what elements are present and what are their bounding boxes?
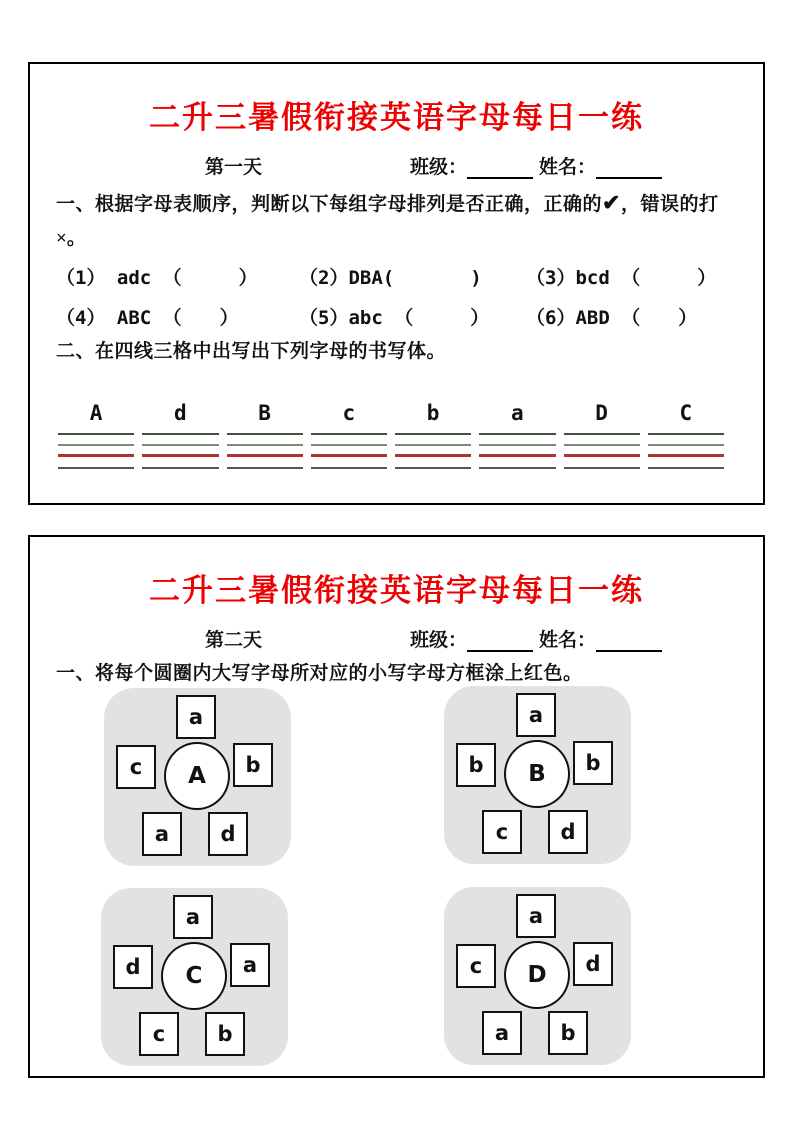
four-line-three-grid	[58, 433, 724, 470]
rule-line	[311, 444, 387, 446]
item-5: （5）abc （ ）	[299, 306, 490, 329]
option-square[interactable]: a	[482, 1011, 522, 1055]
option-square[interactable]: a	[173, 895, 213, 939]
option-square[interactable]: d	[208, 812, 248, 856]
class-label: 班级：	[410, 157, 468, 178]
option-square[interactable]: a	[516, 693, 556, 737]
letter-diagram-D	[444, 887, 631, 1065]
item-2: （2）DBA( )	[299, 266, 482, 289]
rule-line-red	[58, 454, 134, 457]
writing-grid-cell[interactable]	[142, 433, 218, 470]
day-label: 第一天	[205, 157, 263, 178]
name-label: 姓名：	[539, 157, 597, 178]
writing-grid-cell[interactable]	[311, 433, 387, 470]
option-square[interactable]: a	[142, 812, 182, 856]
rule-line-red	[648, 454, 724, 457]
rule-line-red	[142, 454, 218, 457]
rule-line-red	[564, 454, 640, 457]
rule-line	[227, 467, 303, 469]
page-title: 二升三暑假衔接英语字母每日一练	[149, 573, 644, 608]
practice-letter: C	[679, 401, 693, 426]
worksheet-page-day2	[28, 535, 765, 1078]
rule-line-red	[395, 454, 471, 457]
rule-line	[311, 433, 387, 435]
rule-line-red	[227, 454, 303, 457]
rule-line	[142, 444, 218, 446]
worksheet-page-day1	[28, 62, 765, 505]
class-label: 班级：	[410, 630, 468, 651]
rule-line	[395, 433, 471, 435]
rule-line	[142, 467, 218, 469]
name-blank-line[interactable]	[596, 155, 662, 179]
question1-text-part2: ，错误的打	[620, 194, 719, 215]
rule-line	[395, 444, 471, 446]
header-row	[56, 626, 737, 652]
rule-line	[58, 433, 134, 435]
option-square[interactable]: c	[116, 745, 156, 789]
rule-line-red	[479, 454, 555, 457]
option-square[interactable]: a	[516, 894, 556, 938]
rule-line	[58, 444, 134, 446]
item-6: （6）ABD （ ）	[526, 306, 698, 329]
question2-instruction: 二、在四线三格中出写出下列字母的书写体。	[56, 340, 447, 362]
center-circle-letter: B	[504, 740, 570, 808]
letter-diagram-B	[444, 686, 631, 864]
question1-instruction	[56, 187, 737, 219]
letter-diagram-C	[101, 888, 288, 1066]
rule-line	[479, 433, 555, 435]
option-square[interactable]: d	[113, 945, 153, 989]
rule-line	[648, 433, 724, 435]
writing-grid-cell[interactable]	[648, 433, 724, 470]
option-square[interactable]: b	[573, 741, 613, 785]
center-circle-letter: C	[161, 942, 227, 1010]
option-square[interactable]: b	[233, 743, 273, 787]
rule-line	[479, 467, 555, 469]
practice-letters-row	[58, 401, 724, 425]
item-3: （3）bcd （ ）	[526, 266, 717, 289]
rule-line	[58, 467, 134, 469]
header-row	[56, 153, 737, 179]
practice-letter: A	[89, 401, 103, 426]
rule-line	[142, 433, 218, 435]
rule-line	[564, 433, 640, 435]
practice-letter: c	[342, 401, 356, 426]
class-blank-line[interactable]	[467, 155, 533, 179]
practice-letter: a	[511, 401, 524, 426]
option-square[interactable]: b	[456, 743, 496, 787]
rule-line	[395, 467, 471, 469]
option-square[interactable]: b	[205, 1012, 245, 1056]
name-blank-line[interactable]	[596, 628, 662, 652]
rule-line	[311, 467, 387, 469]
item-4: （4） ABC （ ）	[56, 306, 239, 329]
question1-items-row1	[56, 263, 737, 290]
practice-letter: b	[426, 401, 440, 426]
writing-grid-cell[interactable]	[564, 433, 640, 470]
option-square[interactable]: b	[548, 1011, 588, 1055]
name-label: 姓名：	[539, 630, 597, 651]
question1-instruction-cont: ×。	[56, 227, 86, 249]
rule-line-red	[311, 454, 387, 457]
practice-letter: B	[258, 401, 271, 426]
center-circle-letter: D	[504, 941, 570, 1009]
option-square[interactable]: c	[139, 1012, 179, 1056]
question1-items-row2	[56, 303, 737, 330]
letter-diagram-A	[104, 688, 291, 866]
rule-line	[479, 444, 555, 446]
question1-instruction: 一、将每个圆圈内大写字母所对应的小写字母方框涂上红色。	[56, 663, 583, 684]
item-1: （1） adc （ ）	[56, 266, 258, 289]
rule-line	[227, 444, 303, 446]
option-square[interactable]: c	[456, 944, 496, 988]
question1-text-part1: 一、根据字母表顺序，判断以下每组字母排列是否正确，正确的	[56, 194, 603, 215]
option-square[interactable]: d	[573, 942, 613, 986]
class-blank-line[interactable]	[467, 628, 533, 652]
rule-line	[648, 444, 724, 446]
option-square[interactable]: d	[548, 810, 588, 854]
page-title: 二升三暑假衔接英语字母每日一练	[149, 100, 644, 135]
option-square[interactable]: a	[230, 943, 270, 987]
center-circle-letter: A	[164, 742, 230, 810]
practice-letter: D	[595, 401, 608, 426]
rule-line	[564, 444, 640, 446]
practice-letter: d	[174, 401, 187, 426]
writing-grid-cell[interactable]	[395, 433, 471, 470]
writing-grid-cell[interactable]	[58, 433, 134, 470]
day-label: 第二天	[205, 630, 263, 651]
writing-grid-cell[interactable]	[227, 433, 303, 470]
rule-line	[227, 433, 303, 435]
writing-grid-cell[interactable]	[479, 433, 555, 470]
checkmark-icon: ✔	[602, 190, 621, 215]
rule-line	[564, 467, 640, 469]
option-square[interactable]: a	[176, 695, 216, 739]
option-square[interactable]: c	[482, 810, 522, 854]
rule-line	[648, 467, 724, 469]
